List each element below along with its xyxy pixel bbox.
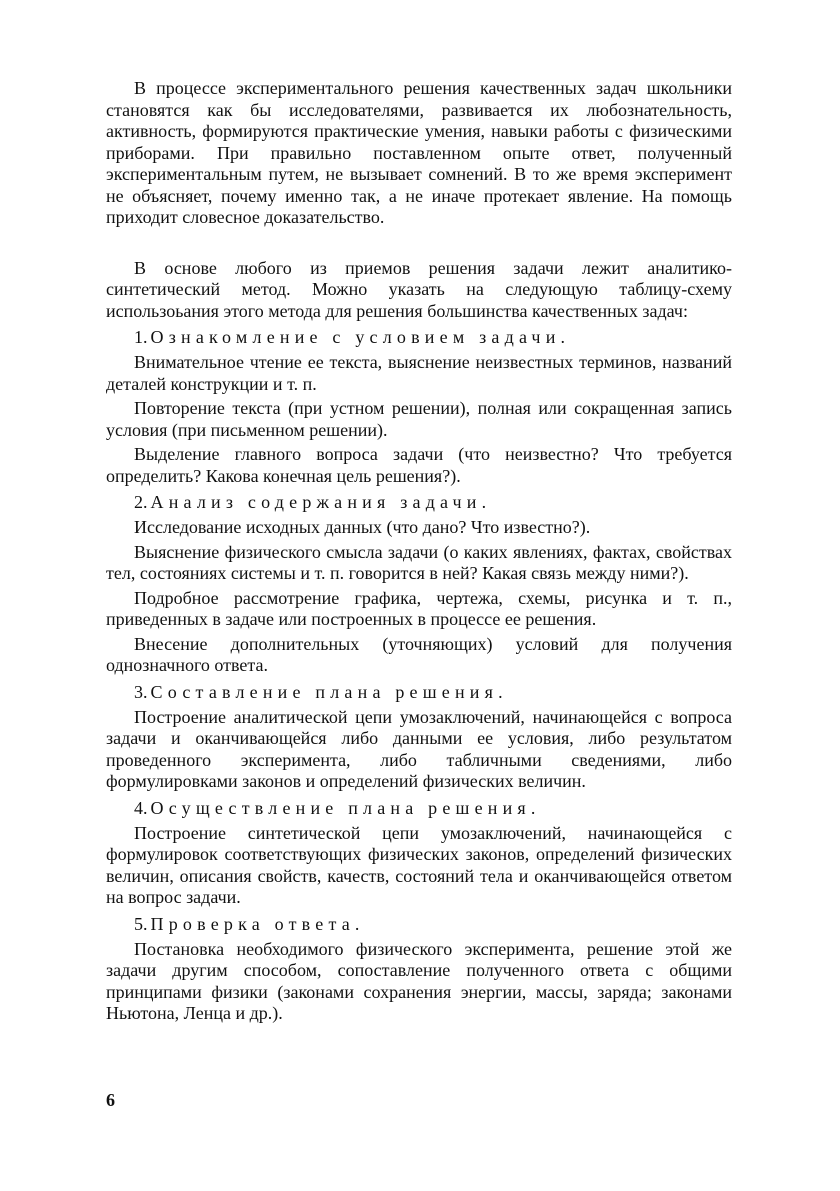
section-4-number: 4. <box>134 797 148 818</box>
section-2-paragraph-2: Выяснение физического смысла задачи (о каких явлениях, фактах, свойствах тел, состояниях системы и т. п. говорится в ней? Какая связь между ними?). <box>106 541 732 583</box>
section-1-number: 1. <box>134 327 148 347</box>
section-3-title: Составление плана решения. <box>150 681 508 702</box>
section-1-paragraph-1: Внимательное чтение ее текста, выяснение неизвестных терминов, названий деталей конструкции и т. п. <box>106 352 732 394</box>
section-2-heading <box>106 490 732 514</box>
section-3-number: 3. <box>134 681 148 702</box>
lead-paragraph: В основе любого из приемов решения задачи лежит аналитико-синтетический метод. Можно указать на следующую таблицу-схему использоьания этого метода для решения большинства качественных задач: <box>106 257 732 321</box>
section-3-heading <box>106 680 732 704</box>
section-2-number: 2. <box>134 492 148 512</box>
section-5-title: Проверка ответа. <box>150 913 365 934</box>
page-text <box>106 78 732 1118</box>
section-4-title: Осуществление плана решения. <box>150 797 541 818</box>
section-2-paragraph-3: Подробное рассмотрение графика, чертежа, схемы, рисунка и т. п., приведенных в задаче или построенных в процессе ее решения. <box>106 587 732 629</box>
section-1-paragraph-3: Выделение главного вопроса задачи (что неизвестно? Что требуется определить? Какова конечная цель решения?). <box>106 444 732 486</box>
section-2-paragraph-4: Внесение дополнительных (уточняющих) условий для получения однозначного ответа. <box>106 633 732 675</box>
section-3-paragraph-1: Построение аналитической цепи умозаключений, начинающейся с вопроса задачи и оканчивающейся либо данными ее условия, либо результатом проведенного эксперимента, либо табличными сведениями, либо формулировками законов и определений физических величин. <box>106 706 732 791</box>
section-1-title: Ознакомление с условием задачи. <box>150 327 571 347</box>
section-4-heading <box>106 796 732 820</box>
section-4-paragraph-1: Построение синтетической цепи умозаключений, начинающейся с формулировок соответствующих физических законов, определений физических величин, описания свойств, качеств, состояний тела и оканчивающейся ответом на вопрос задачи. <box>106 822 732 907</box>
section-5-number: 5. <box>134 913 148 934</box>
section-1-paragraph-2: Повторение текста (при устном решении), полная или сокращенная запись условия (при письменном решении). <box>106 398 732 440</box>
section-2-title: Анализ содержания задачи. <box>150 492 492 512</box>
section-2-paragraph-1: Исследование исходных данных (что дано? Что известно?). <box>134 517 591 537</box>
section-5-heading <box>106 912 732 936</box>
intro-paragraph: В процессе экспериментального решения качественных задач школьники становятся как бы исследователями, развивается их любознательность, активность, формируются практические умения, навыки работы с физическими приборами. При правильно поставленном опыте ответ, полученный экспериментальным путем, не вызывает сомнений. В то же время эксперимент не объясняет, почему именно так, а не иначе протекает явление. На помощь приходит словесное доказательство. <box>106 78 732 227</box>
section-1-heading <box>106 325 732 349</box>
section-5-paragraph-1: Постановка необходимого физического эксперимента, решение этой же задачи другим способом, сопоставление полученного ответа с общими принципами физики (законами сохранения энергии, массы, заряда; законами Ньютона, Ленца и др.). <box>106 938 732 1023</box>
page-number: 6 <box>106 1090 115 1110</box>
